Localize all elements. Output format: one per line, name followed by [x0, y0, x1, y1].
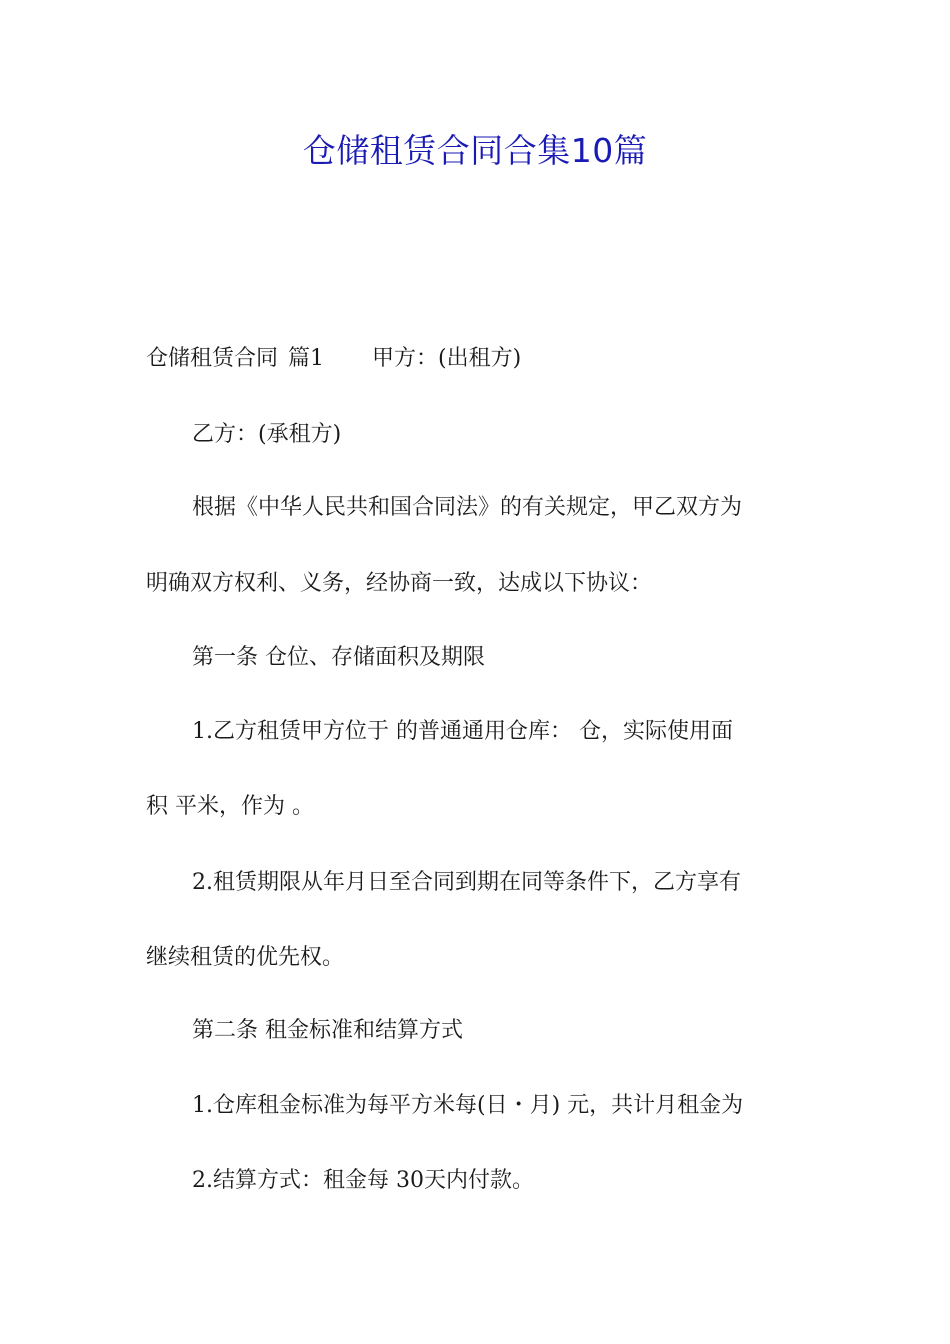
article-2-heading: 第二条 租金标准和结算方式 — [192, 1018, 463, 1043]
party-a-label: 甲方：(出租方) — [372, 346, 522, 371]
article-1-item-1-line-2: 积 平米，作为 。 — [146, 794, 314, 819]
intro-paragraph-line-2: 明确双方权利、义务，经协商一致，达成以下协议： — [146, 571, 653, 596]
party-b-label: 乙方：(承租方) — [192, 422, 342, 447]
article-2-item-2: 2.结算方式：租金每 30天内付款。 — [192, 1168, 534, 1193]
document-title: 仓储租赁合同合集10篇 — [302, 131, 648, 170]
article-1-item-2-line-2: 继续租赁的优先权。 — [146, 945, 345, 970]
intro-paragraph-line-1: 根据《中华人民共和国合同法》的有关规定，甲乙双方为 — [192, 495, 743, 520]
article-2-item-1: 1.仓库租金标准为每平方米每(日・月) 元，共计月租金为 — [192, 1093, 744, 1118]
article-1-item-2-line-1: 2.租赁期限从年月日至合同到期在同等条件下，乙方享有 — [192, 870, 741, 895]
article-1-heading: 第一条 仓位、存储面积及期限 — [192, 645, 485, 670]
contract-heading-line — [146, 344, 521, 374]
section-label: 仓储租赁合同 — [146, 346, 279, 371]
piece-label: 篇1 — [288, 346, 325, 371]
article-1-item-1-line-1: 1.乙方租赁甲方位于 的普通通用仓库： 仓，实际使用面 — [192, 719, 733, 744]
